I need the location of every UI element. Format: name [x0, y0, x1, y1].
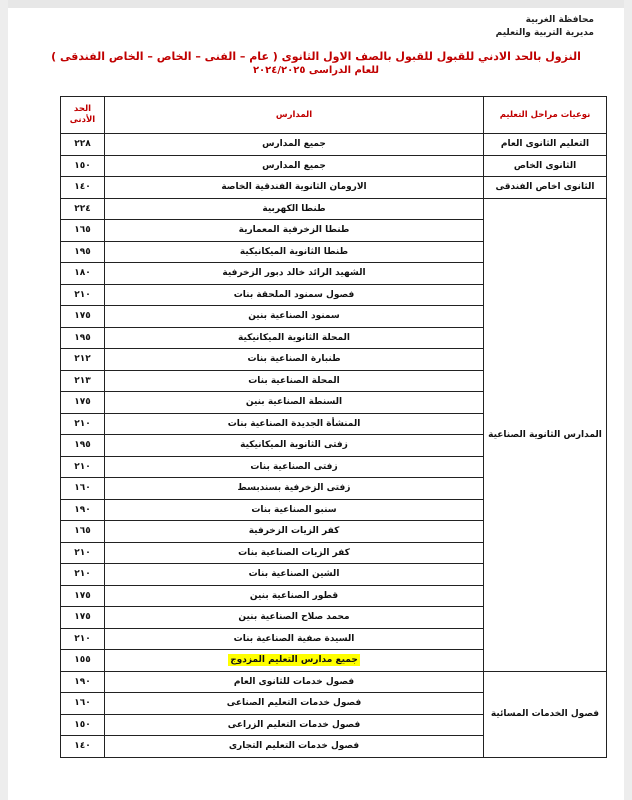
min-score-cell: ١٩٥: [61, 435, 105, 457]
school-cell: فصول خدمات للثانوى العام: [105, 671, 484, 693]
min-score-cell: ٢١٠: [61, 413, 105, 435]
photo-frame-right: [624, 0, 632, 800]
photo-frame-left: [0, 0, 8, 800]
school-cell: كفر الزيات الصناعية بنات: [105, 542, 484, 564]
min-score-cell: ٢١٠: [61, 564, 105, 586]
document-subtitle: للعام الدراسى ٢٠٢٤/٢٠٢٥: [252, 65, 380, 76]
min-score-cell: ١٨٠: [61, 263, 105, 285]
min-score-cell: ١٥٠: [61, 714, 105, 736]
school-cell: المحلة الثانوية الميكانيكية: [105, 327, 484, 349]
min-score-cell: ٢١٠: [61, 542, 105, 564]
min-score-cell: ١٧٥: [61, 585, 105, 607]
table-header-row: [61, 97, 607, 134]
min-score-cell: ٢١٠: [61, 284, 105, 306]
min-score-cell: ١٥٠: [61, 155, 105, 177]
column-header-type: نوعيات مراحل التعليم: [484, 97, 607, 134]
school-cell: فصول سمنود الملحقة بنات: [105, 284, 484, 306]
min-score-cell: ١٥٥: [61, 650, 105, 672]
school-cell: الشين الصناعية بنات: [105, 564, 484, 586]
directorate-label: مديرية التربية والتعليم: [495, 28, 594, 38]
school-cell: الشهيد الرائد خالد دبور الزخرفية: [105, 263, 484, 285]
min-score-cell: ١٦٠: [61, 478, 105, 500]
school-cell: طنطا الكهربية: [105, 198, 484, 220]
min-score-cell: ١٧٥: [61, 392, 105, 414]
school-cell: فصول خدمات التعليم التجارى: [105, 736, 484, 758]
school-cell: طنطا الثانوية الميكانيكية: [105, 241, 484, 263]
governorate-label: محافظة الغربية: [525, 15, 594, 25]
table-row: [61, 671, 607, 693]
school-cell: السيدة صفية الصناعية بنات: [105, 628, 484, 650]
school-cell: جميع المدارس: [105, 155, 484, 177]
education-type-cell: الثانوى اخاص الفندقى: [484, 177, 607, 199]
column-header-min: الحد الأدنى: [61, 97, 105, 134]
document-title: النزول بالحد الادني للقبول للقبول بالصف الاول الثانوى ( عام – الفنى – الخاص – الخاص الفندقى ): [51, 50, 581, 63]
table-row: [61, 134, 607, 156]
school-cell: كفر الزيات الزخرفية: [105, 521, 484, 543]
education-type-cell: فصول الخدمات المسائية: [484, 671, 607, 757]
document-header: [496, 14, 594, 40]
education-type-cell: التعليم الثانوى العام: [484, 134, 607, 156]
education-type-cell: المدارس الثانوية الصناعية: [484, 198, 607, 671]
school-cell: جميع المدارس: [105, 134, 484, 156]
school-cell: سمنود الصناعية بنين: [105, 306, 484, 328]
school-cell: زفتى الصناعية بنات: [105, 456, 484, 478]
school-cell: المنشأة الجديدة الصناعية بنات: [105, 413, 484, 435]
table-body: [61, 134, 607, 758]
school-cell: محمد صلاح الصناعية بنين: [105, 607, 484, 629]
min-score-cell: ٢١٠: [61, 456, 105, 478]
school-cell: الارومان الثانوية الفندقية الخاصة: [105, 177, 484, 199]
school-cell: سنبو الصناعية بنات: [105, 499, 484, 521]
table-row: [61, 155, 607, 177]
admission-table: [60, 96, 607, 758]
school-cell: المحلة الصناعية بنات: [105, 370, 484, 392]
min-score-cell: ١٧٥: [61, 607, 105, 629]
min-score-cell: ١٩٥: [61, 327, 105, 349]
min-score-cell: ٢١٠: [61, 628, 105, 650]
column-header-school: المدارس: [105, 97, 484, 134]
school-cell: السنطة الصناعية بنين: [105, 392, 484, 414]
min-score-cell: ١٤٠: [61, 177, 105, 199]
school-cell: فصول خدمات التعليم الصناعى: [105, 693, 484, 715]
photo-frame-top: [0, 0, 632, 8]
table-row: [61, 198, 607, 220]
min-score-cell: ٢٢٤: [61, 198, 105, 220]
min-score-cell: ١٧٥: [61, 306, 105, 328]
min-score-cell: ١٤٠: [61, 736, 105, 758]
min-score-cell: ١٦٥: [61, 521, 105, 543]
min-score-cell: ١٦٥: [61, 220, 105, 242]
education-type-cell: الثانوى الخاص: [484, 155, 607, 177]
min-score-cell: ١٩٠: [61, 671, 105, 693]
min-score-cell: ١٩٥: [61, 241, 105, 263]
school-cell: طنبارة الصناعية بنات: [105, 349, 484, 371]
school-cell: فصول خدمات التعليم الزراعى: [105, 714, 484, 736]
school-cell: قطور الصناعية بنين: [105, 585, 484, 607]
min-score-cell: ١٩٠: [61, 499, 105, 521]
school-cell: طنطا الزخرفية المعمارية: [105, 220, 484, 242]
min-score-cell: ٢٢٨: [61, 134, 105, 156]
school-cell: زفتى الزخرفية بسندبسط: [105, 478, 484, 500]
school-cell: [105, 650, 484, 672]
min-score-cell: ٢١٢: [61, 349, 105, 371]
min-score-cell: ٢١٣: [61, 370, 105, 392]
highlighted-school-label: جميع مدارس التعليم المزدوج: [230, 655, 358, 666]
school-cell: زفتى الثانوية الميكانيكية: [105, 435, 484, 457]
document-page: [8, 8, 624, 800]
min-score-cell: ١٦٠: [61, 693, 105, 715]
table-row: [61, 177, 607, 199]
